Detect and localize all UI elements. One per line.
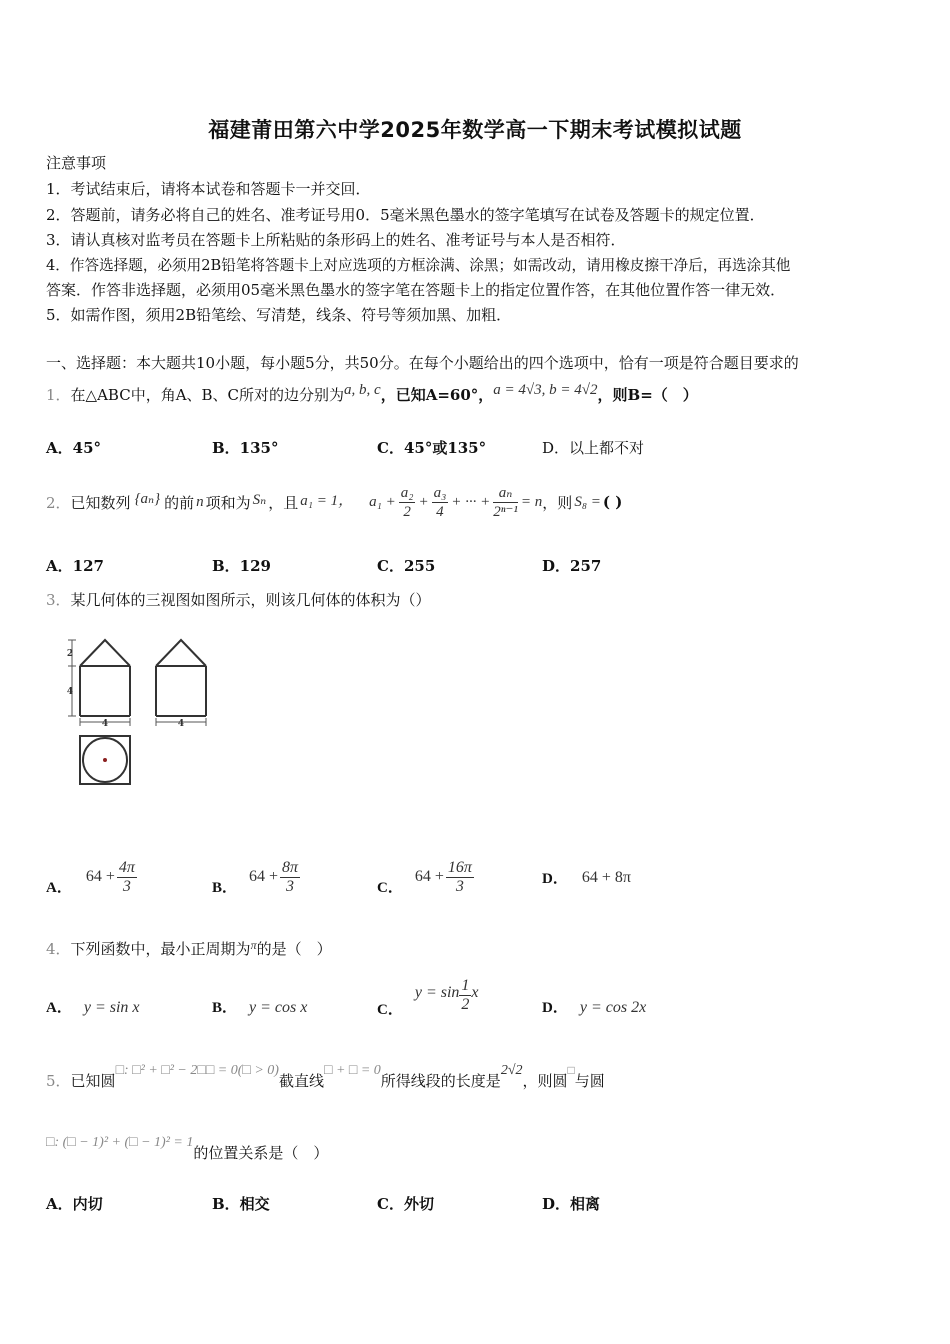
question-text: 已知圆 [70, 1072, 116, 1090]
center-dot [103, 758, 107, 762]
option-c: C．外切 [377, 1195, 434, 1213]
option-c: C． 64 + $\frac{16\pi}{3}$ [377, 858, 472, 896]
math-fraction: $\frac{\text{a₂}}{2}$ [400, 484, 414, 520]
math-expr: □: □² + □² − 2□□ = 0(□ > 0) [115, 1063, 279, 1078]
notice-item: 2．答题前，请务必将自己的姓名、准考证号用0．5毫米黑色墨水的签字笔填写在试卷及答题卡的规定位置． [46, 206, 765, 224]
option-b: B． y = cos x [212, 999, 308, 1016]
math-fraction: $\frac{\text{aₙ}}{\text{2ⁿ⁻¹}}$ [493, 484, 518, 520]
math-expr: π [250, 938, 257, 952]
question-3 [46, 589, 431, 610]
question-text: ，则B=（ ） [597, 386, 698, 404]
question-text: ，且 [268, 493, 299, 512]
question-text: 的位置关系是（ ） [193, 1144, 329, 1162]
dim-label: 4 [101, 719, 109, 729]
question-number: 2． [46, 493, 71, 512]
math-expr: + ··· + [451, 493, 491, 510]
page-title: 福建莆田第六中学2025年数学高一下期末考试模拟试题 [208, 118, 742, 142]
option-b: B．135° [212, 439, 279, 457]
math-expr: Sₙ [252, 491, 267, 508]
dim-label: 4 [66, 687, 74, 697]
math-expr: n [196, 493, 204, 510]
question-text: ，则圆 [522, 1072, 568, 1090]
question-1 [46, 384, 698, 405]
option-d: D． y = cos 2x [542, 999, 647, 1016]
question-text: 项和为 [205, 493, 251, 512]
math-expr: {aₙ} [134, 490, 161, 507]
option-a: A． y = sin x [46, 999, 140, 1016]
option-c: C．255 [377, 557, 436, 575]
math-expr: a = 4√3, b = 4√2 [493, 382, 598, 398]
option-d: D．相离 [542, 1195, 601, 1213]
option-d: D． 64 + 8π [542, 869, 631, 887]
question-text: 所得线段的长度是 [380, 1072, 501, 1090]
option-a: A．45° [46, 439, 102, 457]
question-text: 与圆 [574, 1072, 605, 1090]
option-a: A．内切 [46, 1195, 103, 1213]
option-b: B． 64 + $\frac{8\pi}{3}$ [212, 858, 299, 896]
math-expr: □ + □ = 0 [323, 1063, 381, 1078]
math-expr: □: (□ − 1)² + (□ − 1)² = 1 [46, 1135, 194, 1150]
option-d: D．257 [542, 557, 602, 575]
question-number: 4． [46, 940, 71, 958]
three-view-figure [60, 632, 220, 792]
math-expr: a₁ + [369, 493, 396, 510]
notice-item: 4．作答选择题，必须用2B铅笔将答题卡上对应选项的方框涂满、涂黑；如需改动，请用橡皮擦干净后，再选涂其他 [46, 257, 791, 274]
question-text: 某几何体的三视图如图所示，则该几何体的体积为（） [70, 591, 431, 609]
question-text: 下列函数中，最小正周期为 [70, 940, 251, 958]
question-text: 已知数列 [70, 493, 131, 512]
notice-item: 1．考试结束后，请将本试卷和答题卡一并交回． [46, 180, 371, 198]
question-number: 5． [46, 1072, 71, 1090]
question-2 [46, 472, 622, 532]
question-text: 的前 [164, 493, 195, 512]
dim-label: 2 [66, 649, 74, 659]
notice-item: 3．请认真核对监考员在答题卡上所粘贴的条形码上的姓名、准考证号与本人是否相符． [46, 231, 626, 249]
math-expr: □ [567, 1063, 575, 1077]
option-d: D．以上都不对 [542, 439, 645, 457]
dim-label: 4 [177, 719, 185, 729]
question-number: 3． [46, 591, 71, 609]
option-c: C．45°或135° [377, 439, 487, 457]
section-heading: 一、选择题：本大题共10小题，每小题5分，共50分。在每个小题给出的四个选项中，恰有一项是符合题目要求的 [46, 354, 799, 372]
question-5 [46, 1058, 605, 1092]
option-a: A． 64 + $\frac{4\pi}{3}$ [46, 858, 135, 896]
math-expr: a, b, c [344, 382, 381, 398]
math-expr: S₈ = [574, 493, 601, 510]
option-b: B．129 [212, 557, 271, 575]
question-text: ，已知A=60°， [380, 386, 494, 404]
math-expr: a₁ = 1， [300, 492, 354, 509]
question-number: 1． [46, 386, 71, 404]
notice-item: 答案．作答非选择题，必须用05毫米黑色墨水的签字笔在答题卡上的指定位置作答，在其他位置作答一律无效． [46, 281, 786, 299]
dimension-lines [68, 640, 206, 726]
notice-item: 5．如需作图，须用2B铅笔绘、写清楚，线条、符号等须加黑、加粗． [46, 306, 512, 324]
question-text: 截直线 [278, 1072, 324, 1090]
question-text: 的是（ ） [256, 940, 332, 958]
question-5-cont [46, 1130, 328, 1164]
option-c: C． y = sin $\frac{1}{2}$ x [377, 976, 479, 1018]
notice-heading: 注意事项 [46, 154, 107, 172]
option-b: B．相交 [212, 1195, 270, 1213]
question-text: 在△ABC中，角A、B、C所对的边分别为 [70, 386, 345, 404]
math-expr: + [418, 493, 429, 510]
question-text: ( ) [602, 493, 623, 511]
option-a: A．127 [46, 557, 104, 575]
question-4 [46, 938, 332, 959]
side-view [156, 640, 206, 716]
front-view [80, 640, 130, 716]
math-expr: 2√2 [500, 1063, 523, 1078]
math-expr: = n [520, 493, 543, 510]
math-fraction: $\frac{\text{a₃}}{4}$ [433, 484, 447, 520]
question-text: ，则 [542, 493, 573, 512]
